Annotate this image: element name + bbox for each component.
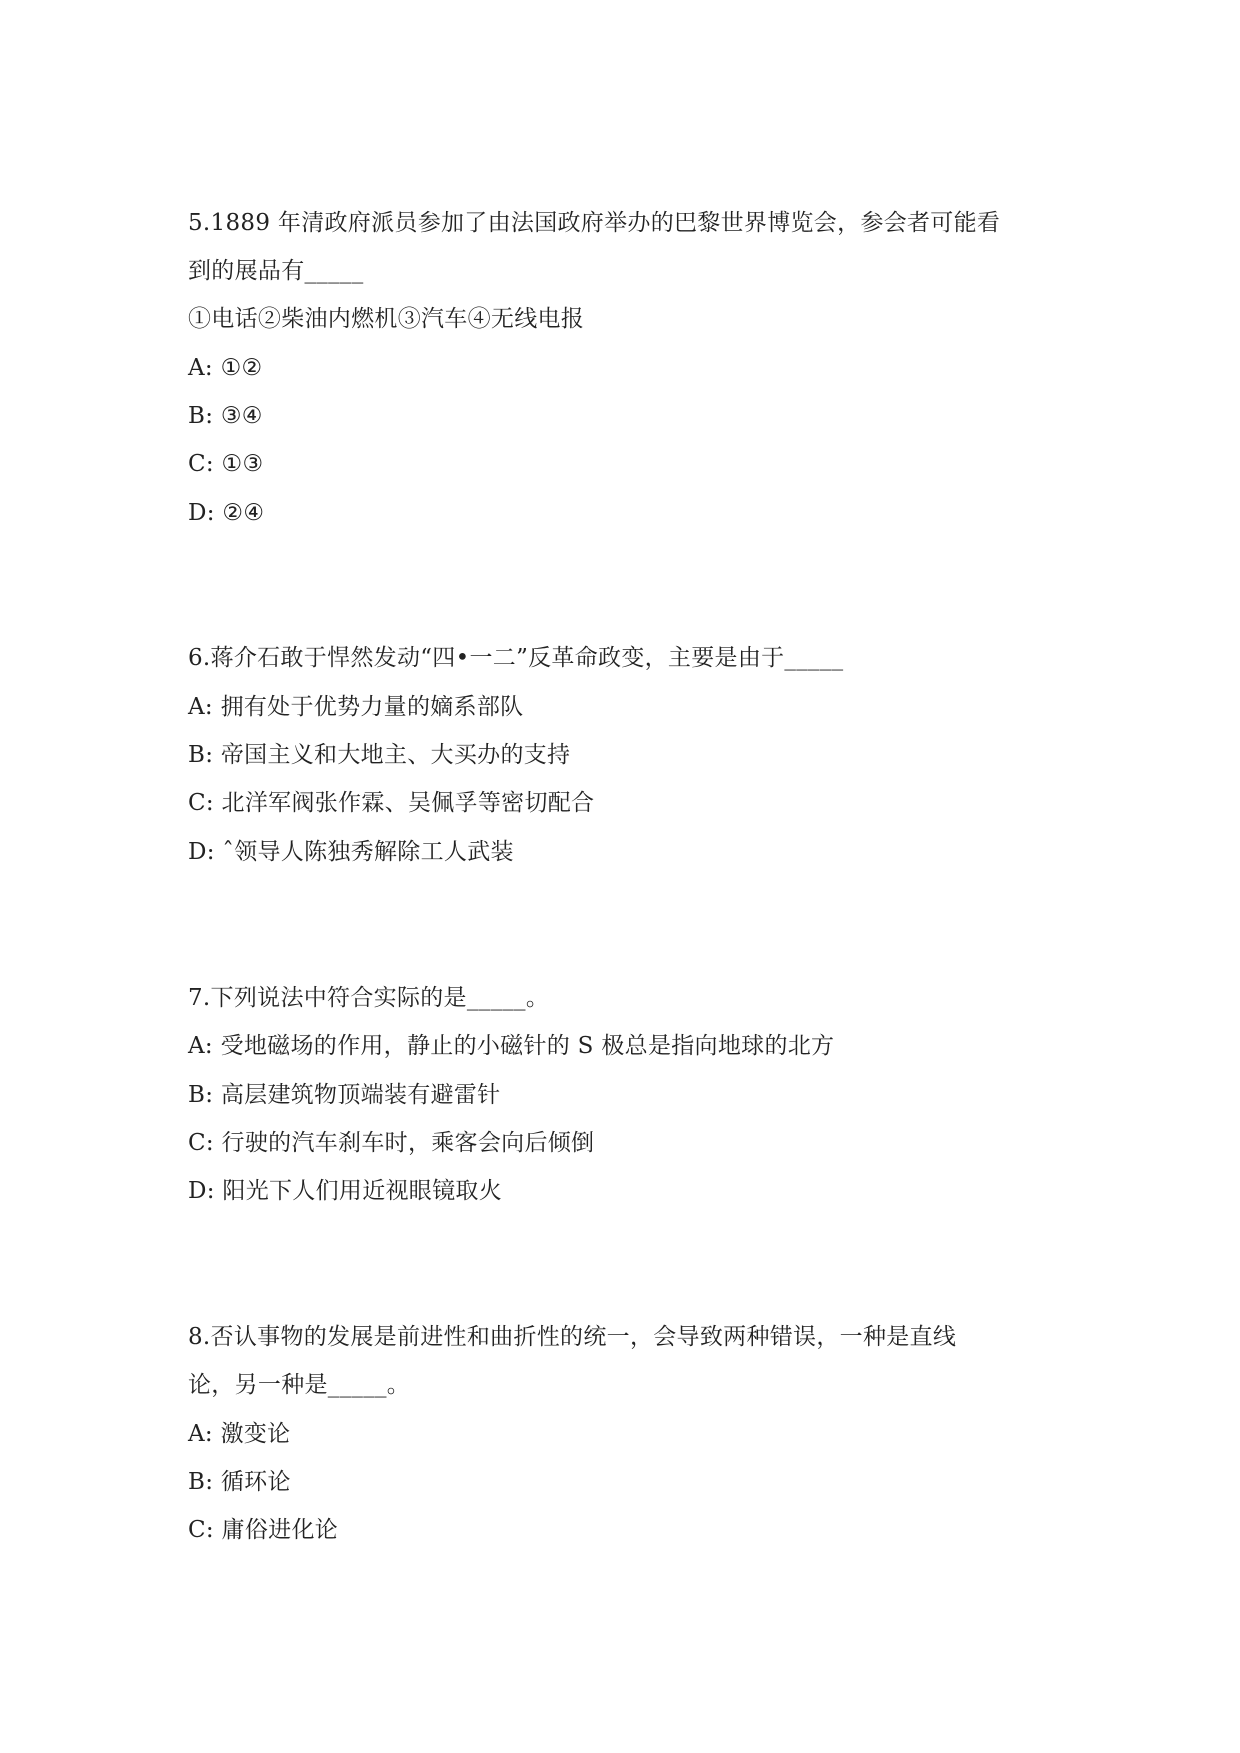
question-8-option-b: B: 循环论 [188, 1469, 291, 1495]
question-7-stem-line-1: 7.下列说法中符合实际的是_____。 [188, 985, 550, 1011]
question-6-option-d: D: ˆ领导人陈独秀解除工人武装 [188, 839, 514, 865]
question-8-stem-line-2: 论，另一种是_____。 [188, 1372, 411, 1398]
question-6-option-b: B: 帝国主义和大地主、大买办的支持 [188, 742, 571, 768]
question-6-stem-line-1: 6.蒋介石敢于悍然发动“四•一二”反革命政变，主要是由于_____ [188, 645, 844, 671]
question-7-option-c: C: 行驶的汽车刹车时，乘客会向后倾倒 [188, 1130, 595, 1156]
question-8-stem-line-1: 8.否认事物的发展是前进性和曲折性的统一，会导致两种错误，一种是直线 [188, 1324, 957, 1350]
question-7-option-a: A: 受地磁场的作用，静止的小磁针的 S 极总是指向地球的北方 [188, 1033, 835, 1059]
question-8-option-a: A: 激变论 [188, 1421, 291, 1447]
question-6-option-a: A: 拥有处于优势力量的嫡系部队 [188, 694, 524, 720]
question-5-option-a: A: ①② [188, 355, 263, 381]
question-5-option-b: B: ③④ [188, 403, 263, 429]
question-5-stem-line-3: ①电话②柴油内燃机③汽车④无线电报 [188, 306, 585, 332]
question-6-option-c: C: 北洋军阀张作霖、吴佩孚等密切配合 [188, 790, 595, 816]
question-5-stem-line-1: 5.1889 年清政府派员参加了由法国政府举办的巴黎世界博览会，参会者可能看 [188, 210, 1001, 236]
question-5-option-d: D: ②④ [188, 500, 265, 526]
question-7-option-b: B: 高层建筑物顶端装有避雷针 [188, 1082, 501, 1108]
question-5-option-c: C: ①③ [188, 451, 264, 477]
question-7-option-d: D: 阳光下人们用近视眼镜取火 [188, 1178, 503, 1204]
question-5-stem-line-2: 到的展品有_____ [188, 258, 364, 284]
question-8-option-c: C: 庸俗进化论 [188, 1517, 339, 1543]
